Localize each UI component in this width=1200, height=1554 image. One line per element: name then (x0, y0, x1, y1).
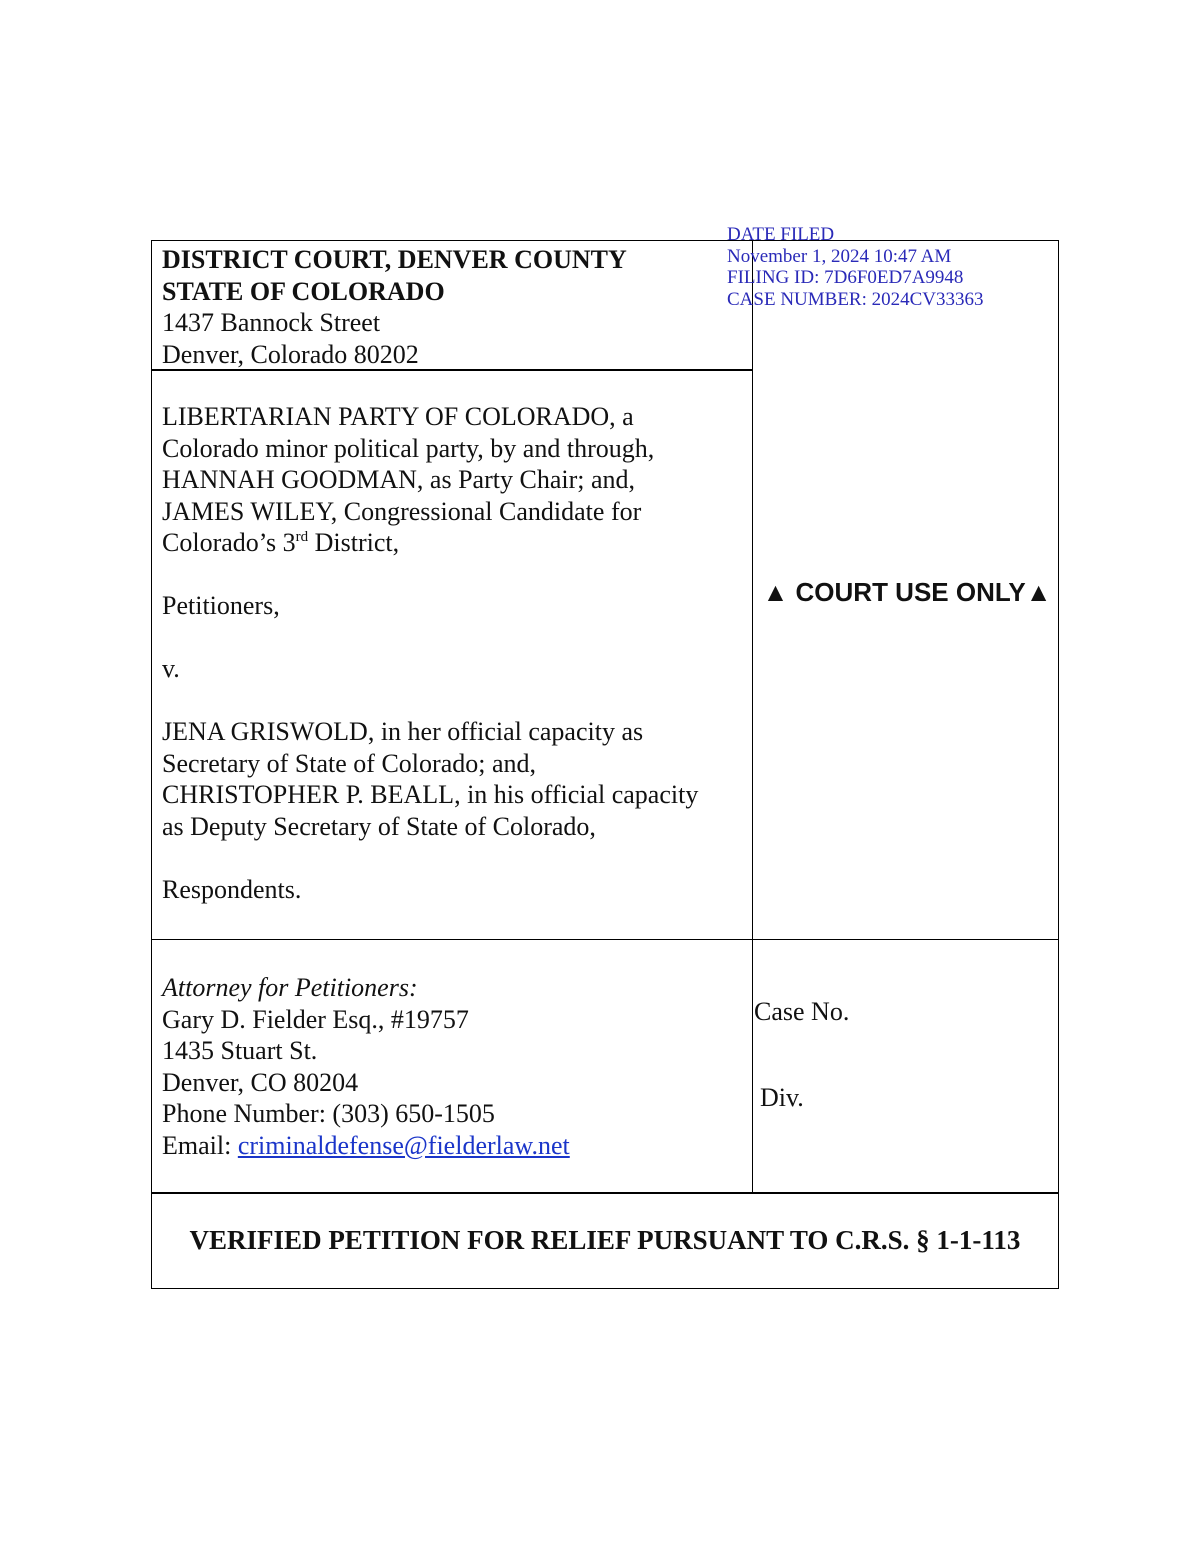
case-number-label: Case No. (754, 997, 850, 1026)
district-prefix: Colorado’s 3 (162, 528, 296, 557)
attorney-street: 1435 Stuart St. (162, 1036, 318, 1065)
court-name-line1: DISTRICT COURT, DENVER COUNTY (162, 245, 627, 274)
parties-block (162, 401, 747, 905)
email-label: Email: (162, 1130, 238, 1160)
document-title: VERIFIED PETITION FOR RELIEF PURSUANT TO C.R.S. § 1-1-113 (189, 1225, 1021, 1255)
filing-stamp (727, 224, 984, 310)
court-block (162, 244, 747, 370)
court-name-line2: STATE OF COLORADO (162, 276, 445, 306)
court-use-only-label: ▲ COURT USE ONLY▲ (762, 577, 1052, 607)
versus-label: v. (162, 654, 180, 683)
filing-id: FILING ID: 7D6F0ED7A9948 (727, 267, 964, 288)
division-label: Div. (760, 1083, 804, 1112)
petitioner-line: LIBERTARIAN PARTY OF COLORADO, a (162, 402, 634, 431)
district-suffix: District, (308, 528, 400, 557)
petitioners-label: Petitioners, (162, 591, 280, 620)
respondent-line: JENA GRISWOLD, in her official capacity as (162, 717, 644, 746)
attorney-divider (152, 939, 1058, 940)
respondent-line: CHRISTOPHER P. BEALL, in his official capacity (162, 780, 699, 809)
title-divider (152, 1192, 1058, 1194)
email-link[interactable]: criminaldefense@fielderlaw.net (237, 1130, 570, 1160)
attorney-block (162, 972, 747, 1161)
case-number-stamp: CASE NUMBER: 2024CV33363 (727, 288, 984, 310)
attorney-city: Denver, CO 80204 (162, 1067, 359, 1097)
petitioner-line: Colorado minor political party, by and through, (162, 433, 655, 463)
attorney-heading: Attorney for Petitioners: (162, 973, 418, 1002)
petitioner-line: HANNAH GOODMAN, as Party Chair; and, (162, 465, 636, 494)
attorney-name: Gary D. Fielder Esq., #19757 (162, 1004, 469, 1034)
attorney-phone: Phone Number: (303) 650-1505 (162, 1099, 495, 1128)
date-filed-label: DATE FILED (727, 224, 835, 245)
attorney-email-line (162, 1130, 747, 1162)
petitioner-line: JAMES WILEY, Congressional Candidate for (162, 496, 642, 526)
date-filed-value: November 1, 2024 10:47 AM (727, 245, 952, 267)
respondent-line: Secretary of State of Colorado; and, (162, 748, 536, 778)
court-street: 1437 Bannock Street (162, 308, 381, 337)
respondents-label: Respondents. (162, 874, 302, 904)
respondent-line: as Deputy Secretary of State of Colorado, (162, 811, 596, 841)
district-line (162, 527, 747, 559)
district-ordinal: rd (295, 529, 309, 545)
caption-table (151, 240, 1059, 1289)
column-divider (752, 241, 753, 1193)
court-city: Denver, Colorado 80202 (162, 339, 419, 369)
